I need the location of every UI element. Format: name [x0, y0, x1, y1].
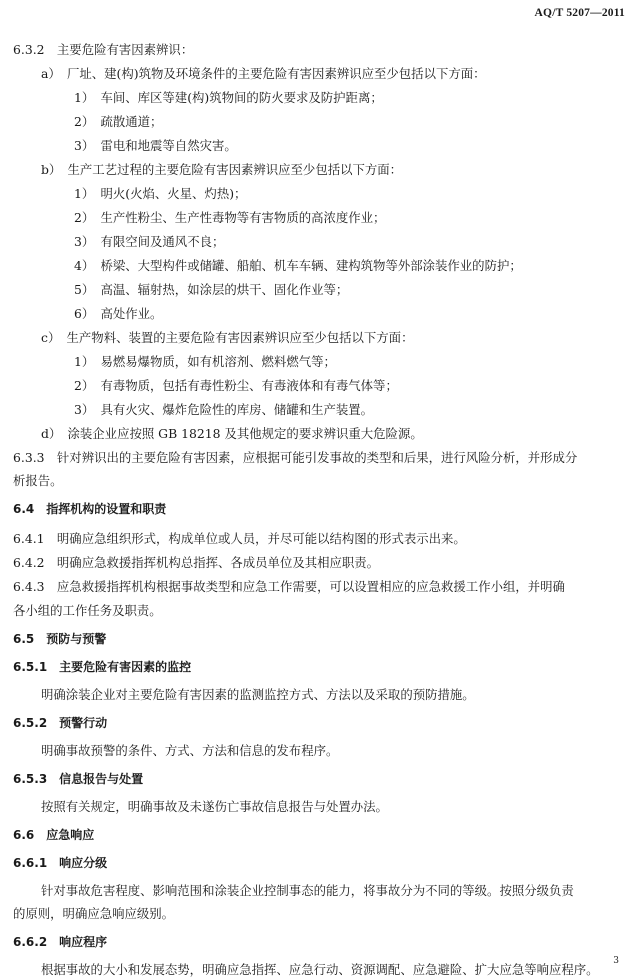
text-line-c-3: 3） 具有火灾、爆炸危险性的库房、储罐和生产装置。: [74, 402, 374, 417]
text-line-c-2: 2） 有毒物质，包括有毒性粉尘、有毒液体和有毒气体等；: [74, 378, 398, 393]
text-line-item-a: a） 厂址、建(构)筑物及环境条件的主要危险有害因素辨识应至少包括以下方面：: [41, 66, 486, 81]
text-line-sec-6-4-3-cont: 各小组的工作任务及职责。: [13, 603, 162, 618]
text-line-b-6: 6） 高处作业。: [74, 306, 163, 321]
text-line-sec-6-3-3: 6.3.3 针对辨识出的主要危险有害因素，应根据可能引发事故的类型和后果，进行风险分析，并形成分: [13, 450, 578, 465]
text-line-heading-6-6-2: 6.6.2 响应程序: [13, 935, 108, 949]
text-line-a-2: 2） 疏散通道；: [74, 114, 163, 129]
text-line-heading-6-5-3: 6.5.3 信息报告与处置: [13, 772, 144, 786]
text-line-heading-6-6: 6.6 应急响应: [13, 828, 95, 842]
standard-number-header: AQ/T 5207—2011: [534, 7, 625, 19]
text-line-para-6-5-2: 明确事故预警的条件、方式、方法和信息的发布程序。: [41, 743, 339, 758]
text-line-a-1: 1） 车间、库区等建(构)筑物间的防火要求及防护距离；: [74, 90, 383, 105]
text-line-item-d: d） 涂装企业应按照 GB 18218 及其他规定的要求辨识重大危险源。: [41, 426, 423, 441]
text-line-sec-6-4-3: 6.4.3 应急救援指挥机构根据事故类型和应急工作需要，可以设置相应的应急救援工作小组，并明确: [13, 579, 565, 594]
text-line-b-4: 4） 桥梁、大型构件或储罐、船舶、机车车辆、建构筑物等外部涂装作业的防护；: [74, 258, 522, 273]
text-line-heading-6-4: 6.4 指挥机构的设置和职责: [13, 502, 167, 516]
text-line-heading-6-6-1: 6.6.1 响应分级: [13, 856, 108, 870]
text-line-para-6-6-1: 针对事故危害程度、影响范围和涂装企业控制事态的能力，将事故分为不同的等级。按照分级负责: [41, 883, 574, 898]
text-line-para-6-6-1-cont: 的原则，明确应急响应级别。: [13, 906, 175, 921]
text-line-item-b: b） 生产工艺过程的主要危险有害因素辨识应至少包括以下方面：: [41, 162, 403, 177]
text-line-para-6-5-3: 按照有关规定，明确事故及未遂伤亡事故信息报告与处置办法。: [41, 799, 388, 814]
text-line-para-6-6-2: 根据事故的大小和发展态势，明确应急指挥、应急行动、资源调配、应急避险、扩大应急等响应程序。: [41, 962, 599, 977]
text-line-b-2: 2） 生产性粉尘、生产性毒物等有害物质的高浓度作业；: [74, 210, 386, 225]
text-line-sec-6-3-3-cont: 析报告。: [13, 473, 63, 488]
text-line-heading-6-5-1: 6.5.1 主要危险有害因素的监控: [13, 660, 192, 674]
text-line-b-5: 5） 高温、辐射热，如涂层的烘干、固化作业等；: [74, 282, 349, 297]
text-line-para-6-5-1: 明确涂装企业对主要危险有害因素的监测监控方式、方法以及采取的预防措施。: [41, 687, 475, 702]
text-line-heading-6-5-2: 6.5.2 预警行动: [13, 716, 108, 730]
text-line-sec-6-4-2: 6.4.2 明确应急救援指挥机构总指挥、各成员单位及其相应职责。: [13, 555, 380, 570]
text-line-item-c: c） 生产物料、装置的主要危险有害因素辨识应至少包括以下方面：: [41, 330, 414, 345]
page-number: 3: [613, 956, 619, 966]
text-line-sec-6-3-2: 6.3.2 主要危险有害因素辨识：: [13, 42, 194, 57]
text-line-heading-6-5: 6.5 预防与预警: [13, 632, 107, 646]
text-line-sec-6-4-1: 6.4.1 明确应急组织形式，构成单位或人员，并尽可能以结构图的形式表示出来。: [13, 531, 466, 546]
text-line-b-1: 1） 明火(火焰、火星、灼热)；: [74, 186, 247, 201]
text-line-c-1: 1） 易燃易爆物质，如有机溶剂、燃料燃气等；: [74, 354, 336, 369]
text-line-a-3: 3） 雷电和地震等自然灾害。: [74, 138, 237, 153]
text-line-b-3: 3） 有限空间及通风不良；: [74, 234, 225, 249]
